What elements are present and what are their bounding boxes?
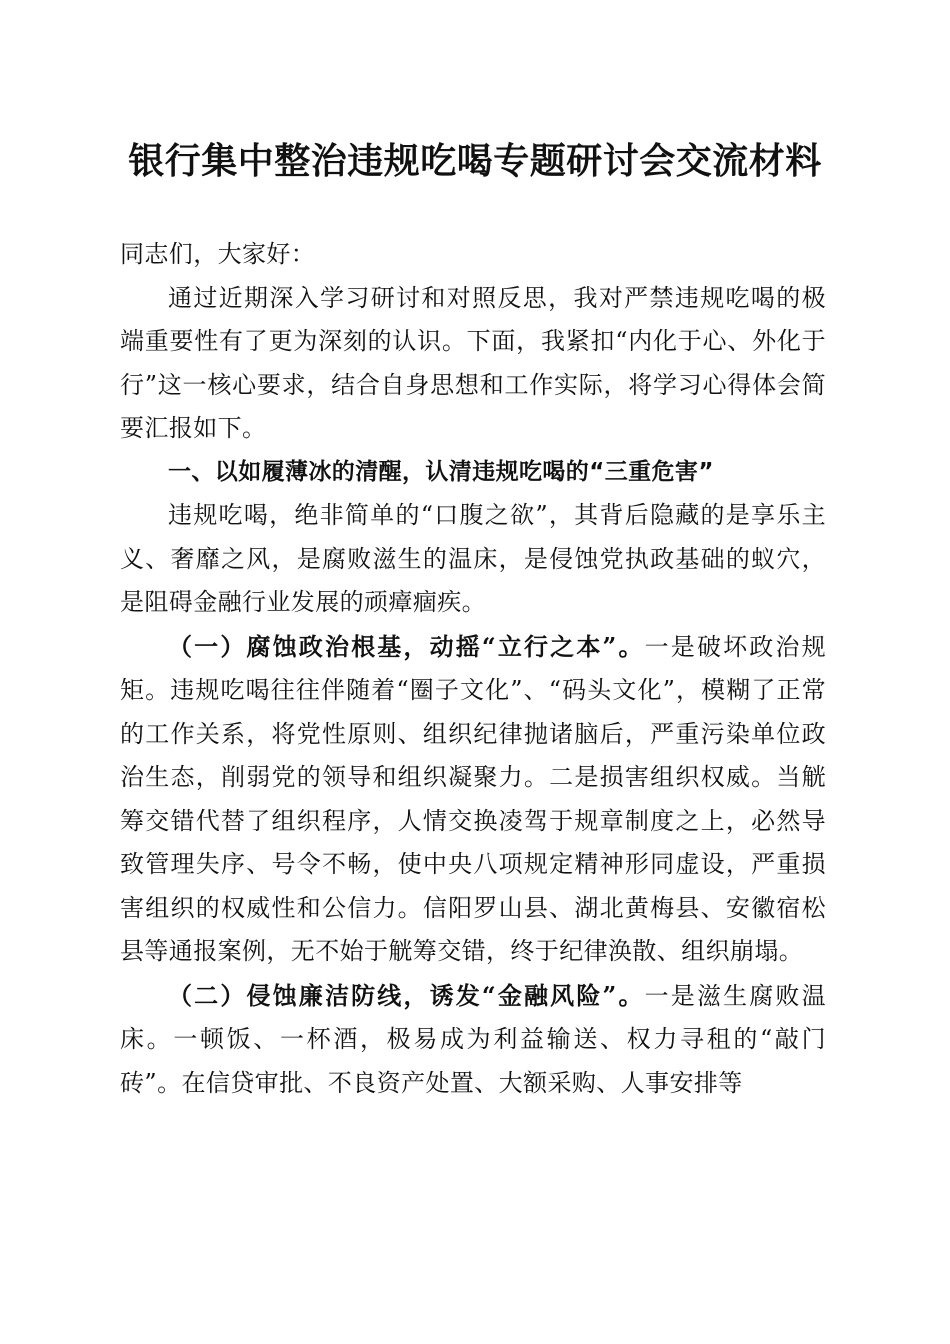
subsection-1-title: （一）腐蚀政治根基，动摇“立行之本”。 — [168, 631, 645, 661]
intro-paragraph: 通过近期深入学习研讨和对照反思，我对严禁违规吃喝的极端重要性有了更为深刻的认识。下面，我紧扣“内化于心、外化于行”这一核心要求，结合自身思想和工作实际，将学习心得体会简要汇报如下。 — [120, 283, 826, 442]
document-body — [120, 233, 826, 1105]
greeting-paragraph: 同志们，大家好： — [120, 240, 316, 268]
subsection-2-paragraph — [120, 974, 826, 1106]
subsection-1-text: 一是破坏政治规矩。违规吃喝往往伴随着“圈子文化”、“码头文化”，模糊了正常的工作关系，将党性原则、组织纪律抛诸脑后，严重污染单位政治生态，削弱党的领导和组织凝聚力。二是损害组织权威。当觥筹交错代替了组织程序，人情交换凌驾于规章制度之上，必然导致管理失序、号令不畅，使中央八项规定精神形同虚设，严重损害组织的权威性和公信力。信阳罗山县、湖北黄梅县、安徽宿松县等通报案例，无不始于觥筹交错，终于纪律涣散、组织崩塌。 — [120, 632, 826, 965]
subsection-2-text: 一是滋生腐败温床。一顿饭、一杯酒，极易成为利益输送、权力寻租的“敲门砖”。在信贷审批、不良资产处置、大额采购、人事安排等 — [120, 981, 826, 1097]
document-title: 银行集中整治违规吃喝专题研讨会交流材料 — [128, 140, 822, 182]
subsection-1-paragraph — [120, 625, 826, 974]
section-lead-paragraph: 违规吃喝，绝非简单的“口腹之欲”，其背后隐藏的是享乐主义、奢靡之风，是腐败滋生的温床，是侵蚀党执政基础的蚁穴，是阻碍金融行业发展的顽瘴痼疾。 — [120, 501, 826, 616]
section-heading: 一、以如履薄冰的清醒，认清违规吃喝的“三重危害” — [168, 458, 714, 485]
subsection-2-title: （二）侵蚀廉洁防线，诱发“金融风险”。 — [168, 980, 645, 1010]
